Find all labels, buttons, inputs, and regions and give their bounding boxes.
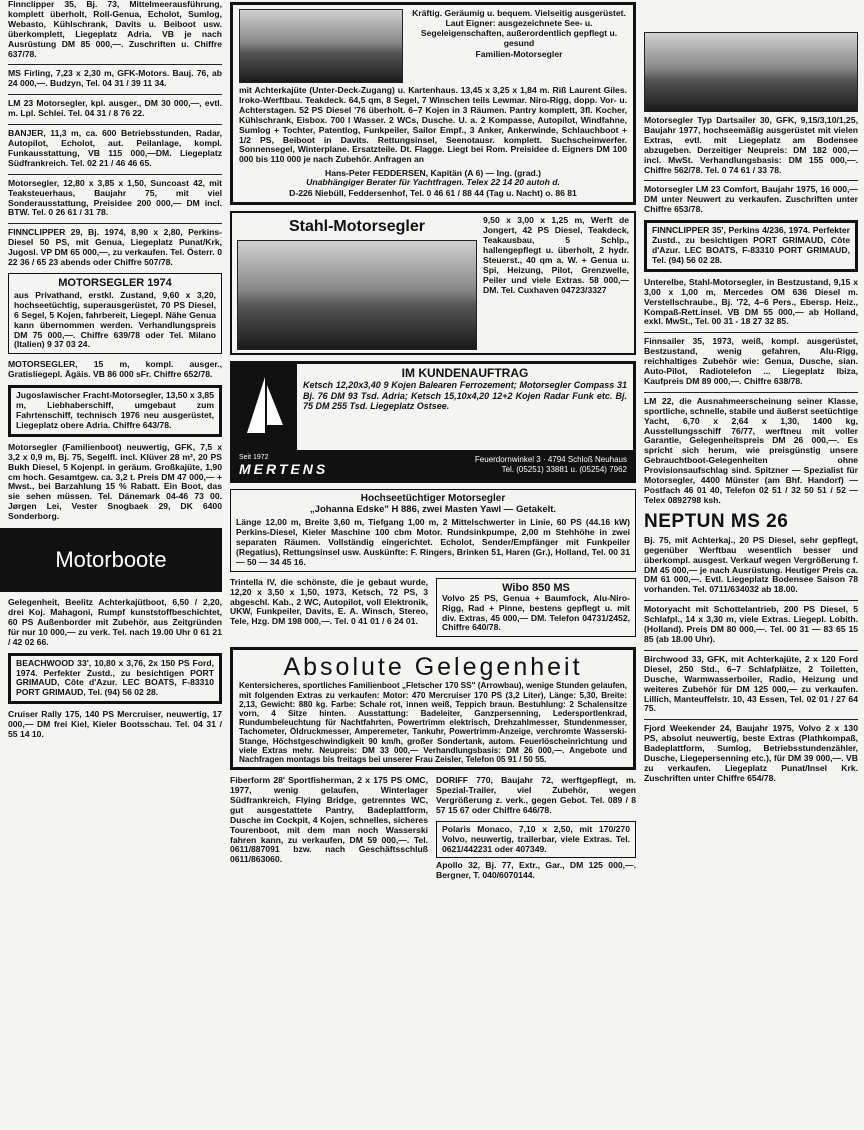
- column-middle: [230, 0, 636, 886]
- ad-finnclipper-29: FINNCLIPPER 29, Bj. 1974, 8,90 x 2,80, Perkins-Diesel 50 PS, mit Genua, Liegeplatz Punat/Krk, Jugosl. VP DM 65 000,—, zu verkaufen. Tel. Österr. 0 22 36 / 65 23 abends oder Chiffre 507/78.: [8, 227, 222, 268]
- ad-apollo: Apollo 32, Bj. 77, Extr., Gar., DM 125 000,—. Bergner, T. 040/6070144.: [436, 860, 636, 881]
- ad-hochsee-box: [230, 489, 636, 572]
- ad-suncoast: Motorsegler, 12,80 x 3,85 x 1,50, Suncoast 42, mit Teaksteuerhaus, Baujahr 75, mit viel Sonderausstattung, Preisidee 200 000,— DM incl. BTW. Tel. 0 26 61 / 31 78.: [8, 177, 222, 218]
- ad-trintella: Trintella IV, die schönste, die je gebaut wurde, 12,20 x 3,50 x 1,50, 1973, Ketsch, 72 PS, 3 abgeschl. Kab., 2 WC, Autopilot, voll Elektronik, UKW, Funkpeiler, Davits, E. A. Winsch, Stereo, Tele, Hzg. DM 198 000,—. Tel. 0 41 01 / 6 24 01.: [230, 576, 428, 627]
- ad-text: FINNCLIPPER 35', Perkins 4/236, 1974. Perfekter Zustd., zu besichtigen PORT GRIMAUD, Côte d'Azur. LEC BOATS, F-83310 PORT GRIMAUD, Tel. (94) 56 02 28.: [652, 225, 850, 265]
- ad-text: BEACHWOOD 33', 10,80 x 3,76, 2x 150 PS Ford, 1974. Perfekter Zustd., zu besichtigen PORT GRIMAUD, Côte d'Azur. LEC BOATS, F-83310 PORT GRIMAUD, Tel. (94) 56 02 28.: [16, 657, 214, 698]
- ad-text: aus Privathand, erstkl. Zustand, 9,60 x 3,20, hochseetüchtig, superausgerüstet, 70 PS Diesel, 6 Segel, 5 Kojen, fahrbereit, Liegepl. Nähe Genua kann übernommen werden. Verhandlungspreis DM 75 000,—. Chiffre 639/78 oder Tel. Milano (Italien) 9 37 03 24.: [14, 289, 216, 350]
- ad-jugoslawischer-box: [8, 385, 222, 437]
- ad-beachwood-box: [8, 653, 222, 705]
- ad-feddersen-box: [230, 2, 636, 205]
- ad-ms-firling: MS Firling, 7,23 x 2,30 m, GFK-Motors. Bauj. 76, ab 24 000,—. Budzyn, Tel. 04 31 / 39 11 34.: [8, 68, 222, 89]
- contact-address: D-226 Niebüll, Feddersenhof, Tel. 0 46 61 / 88 44 (Tag u. Nacht) o. 86 81: [289, 188, 577, 199]
- section-header-motorboote: [0, 528, 222, 592]
- ad-text: Jugoslawischer Fracht-Motorsegler, 13,50 x 3,85 m, Liebhaberschiff, umgebaut zum Fahrtenschiff, technisch 1976 neu ausgerüstet, Liegeplatz obere Adria. Chiffre 643/78.: [16, 390, 214, 430]
- brand-name: MERTENS: [239, 460, 329, 477]
- ad-neptun: Bj. 75, mit Achterkaj., 20 PS Diesel, sehr gepflegt, gegenüber Werftbau wesentlich besser und überkompl. ausgest. Verkauf wegen Vergrößerung f. DM 45 000,— je nach Ausrüstung. Heutiger Preis ca. DM 61 000,—. Evtl. Liegeplatz Bodensee Saison 78 vorhanden. Tel. 0711/634032 ab 18.00.: [644, 534, 858, 595]
- steel-boat-photo: [237, 240, 477, 350]
- ad-text: Volvo 25 PS, Genua + Baumfock, Alu-Niro-Rigg, Rad + Pinne, bestens gepflegt u. mit div. Extras, 45 000,— DM. Telefon 04731/2452, Chiffre 640/78.: [442, 592, 630, 633]
- ad-subtitle: „Johanna Edske" H 886, zwei Masten Yawl — Getakelt.: [309, 504, 557, 516]
- ad-familienboot: Motorsegler (Familienboot) neuwertig, GFK, 7,5 x 3,2 x 0,9 m, Bj. 75, Segelfl. incl. Klüver 28 m², 20 PS Bukh Diesel, 5 Kojenpl. in geräum. Großkajüte, 1,90 cm hoch. Gesamtgew. ca. 3,2 t. Preis DM 47 000,— + Mwst., bei Barzahlung 15 % Rabatt. Ein Boot, das sie sehen müssen. Tel. Dänemark 04-46 73 00. Jørgen Lei, Vester Snogbaek 29, DK 6400 Sonderborg.: [8, 441, 222, 522]
- divider: [644, 600, 858, 601]
- ad-banjer: BANJER, 11,3 m, ca. 600 Betriebsstunden, Radar, Autopilot, Echolot, aut. Peilanlage, kompl. Funkausstattung, VB 115 000,—DM. Liegeplatz Südfrankreich. Tel. 02 21 / 46 46 65.: [8, 128, 222, 168]
- divider: [644, 332, 858, 333]
- ad-title: MOTORSEGLER 1974: [58, 276, 172, 289]
- ad-motorsegler-1974-box: [8, 273, 222, 354]
- divider: [8, 124, 222, 125]
- ad-title: Stahl-Motorsegler: [288, 218, 425, 236]
- column-right: [644, 0, 858, 789]
- ad-polaris-box: [436, 821, 636, 859]
- ad-title: Familien-Motorsegler: [475, 48, 563, 59]
- motorsailer-photo: [644, 32, 858, 112]
- ad-birchwood: Birchwood 33, GFK, mit Achterkajüte, 2 x 120 Ford Diesel, 250 Std., 6–7 Schlafplätze, 2 Toiletten, Dusche, Warmwasserboiler, Radio, Heizung und weiteres Zubehör für DM 125 000,— zu verkaufen. Lillich, Manteuffelstr. 10, 43 Essen, Tel. 02 01 / 27 64 75.: [644, 653, 858, 714]
- ad-finnclipper-35: Finnclipper 35, Bj. 73, Mittelmeerausführung, komplett überholt, Roll-Genua, Echolot, Sumlog, Webasto, Kühlschrank, Davits u. Beiboot usw. überkomplett, Liegeplatz Adria. VB je nach Ausrüstung DM 85 000,—. Zuschriften u. Chiffre 637/78.: [8, 0, 222, 59]
- ad-fjord-weekender: Fjord Weekender 24, Baujahr 1975, Volvo 2 x 130 PS, absolut neuwertig, beste Extras (Plathkompaß, Badeplattform, Sumlog, Betriebsstundenzähler, Dusche, Liegepersenning etc.), für DM 39 000,—. VB zu verkaufen. Liegeplatz Punat/Insel Krk. Zuschriften unter Chiffre 654/78.: [644, 723, 858, 783]
- ad-mertens-box: [230, 361, 636, 483]
- ad-lm23-comfort: Motorsegler LM 23 Comfort, Baujahr 1975, 16 000,— DM unter Neuwert zu verkaufen. Zuschriften unter Chiffre 653/78.: [644, 184, 858, 215]
- section-title: Motorboote: [55, 547, 167, 573]
- ad-text: Ketsch 12,20x3,40 9 Kojen Balearen Ferrozement; Motorsegler Compass 31 Bj. 76 DM 93 Tsd. Adria; Ketsch 15,10x4,20 12+2 Kojen Radar Funk etc. Bj. 75 DM 255 Tsd. Liegeplatz Ostsee.: [303, 380, 627, 412]
- ad-text: mit Achterkajüte (Unter-Deck-Zugang) u. Kartenhaus. 13,45 x 3,25 x 1,84 m. Riß Laurent Giles. Iroko-Werftbau. Teakdeck. 64,5 qm, 8 Segel, 7 Winschen teils Lewmar. Niro-Rigg, dopp. Vor- u. Achterstagen. 52 PS Diesel '76 überholt. 6–7 Kojen in 3 Räumen. Pantry komplett, 3fl. Kocher, Kühlschrank, Eisbox. 700 l Wasser. 2 WCs, Dusche. U. a. 2 Kompasse, Autopilot, Windfahne, Sumlog + Tochter, Patentlog, Funkpeiler, Sailor Empf., 3 Anker, Ankerwinde, Schlauchboot + 1/2 PS, Beiboot in Davits. Rettungsinsel, Seenotausr. komplett. Suchscheinwerfer. Sonnensegel, Winterplane. Ersatzteile. Dt. Flagge. Liegt bei Rom. Preisidee d. Eigners DM 100 000 bis 110 000 je nach Zubehör. Anfragen an: [239, 85, 627, 165]
- divider: [8, 223, 222, 224]
- ad-text: 9,50 x 3,00 x 1,25 m, Werft de Jongert, 42 PS Diesel, Teakdeck, Teakausbau, 5 Schlp., hallengepflegt u. überholt, 2 hydr. Steuerst., 40 qm a. W. + Genua u. Spi, Heizung, Pilot, Grenzwelle, Peiler und viele Extras. 58 000,— DM. Tel. Cuxhaven 04723/3327: [483, 216, 629, 295]
- ad-cruiser-rally: Cruiser Rally 175, 140 PS Mercruiser, neuwertig, 17 000,— DM frei Kiel, Kieler Bootsschau. Tel. 04 31 / 55 14 10.: [8, 709, 222, 740]
- ad-text: Polaris Monaco, 7,10 x 2,50, mit 170/270 Volvo, neuwertig, trailerbar, viele Extras. Tel. 0621/442231 oder 407349.: [442, 823, 630, 854]
- ad-fiberform: Fiberform 28' Sportfisherman, 2 x 175 PS OMC, 1977, wenig gelaufen, Winterlager Südfrankreich, Flying Bridge, getrenntes WC, gut ausgestattete Pantry, Badeplattform, Dusche im Cockpit, 4 Kojen, schnelles, sicheres Tourenboot, mit dem man noch Wasserski fahren kann, zu verkaufen, DM 59 000,—. Tel. 0611/887091 bzw. nach Geschäftsschluß 0611/863060.: [230, 775, 428, 865]
- contact-sub: Unabhängiger Berater für Yachtfragen. Telex 22 14 20 autoh d.: [306, 177, 560, 188]
- ad-lm23: LM 23 Motorsegler, kpl. ausger., DM 30 000,—, evtl. m. Lpl. Schlei. Tel. 04 31 / 8 76 22.: [8, 98, 222, 119]
- ad-text: Länge 12,00 m, Breite 3,60 m, Tiefgang 1,00 m, 2 Mittelschwerter in Linie, 60 PS (44.16 kW) Perkins-Diesel, Kieler Maschine 100 cbm Motor. Rundsinkpumpe, 2,00 m Stehhöhe in zwei separaten Räumen. Vollständig eingerichtet. Echolot, Sender/Empfänger mit Funkpeiler (Regatius), Rettungsinsel usw. Auskünfte: F. Ringers, Brinken 51, Haren (Gr.), Holland, Tel. 00 31 — 50 — 34 45 16.: [236, 517, 630, 567]
- sail-logo-icon: [233, 364, 297, 450]
- ad-title: IM KUNDENAUFTRAG: [401, 366, 529, 381]
- ad-motorsegler-15m: MOTORSEGLER, 15 m, kompl. ausger., Gratisliegepl. Ägäis. VB 86 000 sFr. Chiffre 652/78.: [8, 359, 222, 380]
- ad-doriff: DORIFF 770, Baujahr 72, werftgepflegt, m. Spezial-Trailer, viel Zubehör, wegen Vergrößerung z. verk., gegen Gebot. Tel. 089 / 8 57 15 67 oder Chiffre 646/78.: [436, 775, 636, 815]
- ad-stahl-box: [230, 211, 636, 355]
- since: Seit 1972: [239, 453, 269, 461]
- divider: [8, 94, 222, 95]
- ad-beelitz: Gelegenheit, Beelitz Achterkajütboot, 6,50 / 2,20, drei Koj. Mahagoni, Rumpf kunststoffbeschichtet, 60 PS Außenborder mit Zubehör, aus Zeitgründen für nur 10 000,— zu verk. Tel. nach 19.00 Uhr 0 61 21 / 42 02 66.: [8, 597, 222, 647]
- divider: [644, 180, 858, 181]
- contact-name: Hans-Peter FEDDERSEN, Kapitän (A 6) — Ing. (grad.): [325, 168, 541, 179]
- mertens-footer: [233, 450, 633, 480]
- divider: [644, 719, 858, 720]
- divider: [644, 650, 858, 651]
- ad-finnsailer: Finnsailer 35, 1973, weiß, kompl. ausgerüstet, Bestzustand, wenig gefahren, Alu-Rigg, reichhaltiges Zubehör wie: Genua, Dusche, sian. Auto-Pilot, Radiotelefon ... Liegeplatz Ibiza, Kaufpreis DM 89 000,—. Chiffre 638/78.: [644, 336, 858, 386]
- sailboat-photo: [239, 9, 403, 83]
- ad-lm22: LM 22, die Ausnahmeerscheinung seiner Klasse, sportliche, schnelle, stabile und äußerst seetüchtige Yacht, 6,70 x 2,64 x 1,30, 1400 kg, Ausstellungsschiff 76/77, werftneu mit voller Garantie, Gelegenheitspreis DM 26 000,—. Es spricht sich herum, wie preisgünstig unsere Gebrauchtboot-Gelegenheiten ohne Provisionsaufschlag sind. Spitzner — Spezialist für Motorsegler, 4400 Münster (am Bhf. Handorf) — Postfach 46 01 40, Telefon 02 51 / 32 50 51 / 52 — Telex 0892798 ksh.: [644, 395, 858, 505]
- ad-wibo-box: [436, 578, 636, 638]
- ad-absolute-box: [230, 647, 636, 770]
- ad-unterelbe: Unterelbe, Stahl-Motorsegler, in Bestzustand, 9,15 x 3,00 x 1,00 m, Mercedes OM 636 Diesel m. Verstellschraube., Bj. '72, 4–6 Pers., Ebersp. Heiz., Kompaß-Rett.insel. VB DM 55 000,— ab Holland, exkl. MwSt., Tel. 00 31 - 18 27 32 85.: [644, 276, 858, 327]
- ad-motoryacht: Motoryacht mit Schottelantrieb, 200 PS Diesel, 5 Schlafpl., 14 x 3,30 m, viele Extras. Liegepl. Lobith. (Holland). Preis DM 80 000,—. Tel. 00 31 — 83 65 15 85 (ab 18.00 Uhr).: [644, 604, 858, 644]
- ad-title: Hochseetüchtiger Motorsegler: [360, 493, 506, 505]
- phone: Tel. (05251) 33881 u. (05254) 7962: [501, 465, 627, 475]
- address: Feuerdornwinkel 3 · 4794 Schloß Neuhaus: [474, 455, 627, 465]
- ad-dartsailer: Motorsegler Typ Dartsailer 30, GFK, 9,15/3,10/1,25, Baujahr 1977, hochseemäßig ausgerüstet mit vielen Extras, evtl. mit Liegeplatz am Bodensee abzugeben. Derzeitiger Neupreis: DM 182 000,— incl. MwSt. Verhandlungsbasis: DM 155 000,—. Chiffre 562/78. Tel. 0 74 61 / 33 78.: [644, 115, 858, 175]
- ad-text: Kentersicheres, sportliches Familienboot „Fletscher 170 SS" (Arrowbau), wenige Stunden gelaufen, mit folgenden Extras zu verkaufen: Motor: 470 Mercruiser 170 PS (3,2 Liter), Länge: 5,30, Breite: 2,13, Gewicht: 880 kg. Farbe: Schale rot, innen weiß, Teppich braun. Bestuhlung: 2 Schalensitze vorn, 4 Sitze hinten. Ausstattung: Badeleiter, Ganzpersenning, Ledersportlenkrad, Rundumbeleuchtung für Nachtfahrten, Powertrimm elektrisch, Drehzahlmesser, Stundenmesser, Tachometer, Öldruckmesser, Amperemeter, Tankuhr, Powertrimm-Anzeige, verchromte Wasserski-Stange, Höchstgeschwindigkeit 90 km/h, großer Sondertank, autom. Feuerlöscheinrichtung und viele Extras mehr. Neupreis: DM 33 000,— Verhandlungsbasis: DM 26 000,—. Angebote und Nachfragen montags bis freitags bei unserer Frau Zeisler, Telefon 05 91 / 50 55.: [239, 681, 627, 764]
- neptun-title: NEPTUN MS 26: [644, 510, 789, 532]
- column-left: [8, 0, 222, 745]
- divider: [8, 64, 222, 65]
- divider: [644, 392, 858, 393]
- ad-title: Wibo 850 MS: [502, 581, 570, 594]
- divider: [8, 174, 222, 175]
- ad-title: Absolute Gelegenheit: [283, 653, 583, 682]
- ad-finnclipper-35-box: [644, 220, 858, 272]
- ad-intro: Kräftig. Geräumig u. bequem. Vielseitig ausgerüstet. Laut Eigner: ausgezeichnete See- u. Segeleigenschaften, außerordentlich gepflegt u. gesund: [412, 9, 626, 48]
